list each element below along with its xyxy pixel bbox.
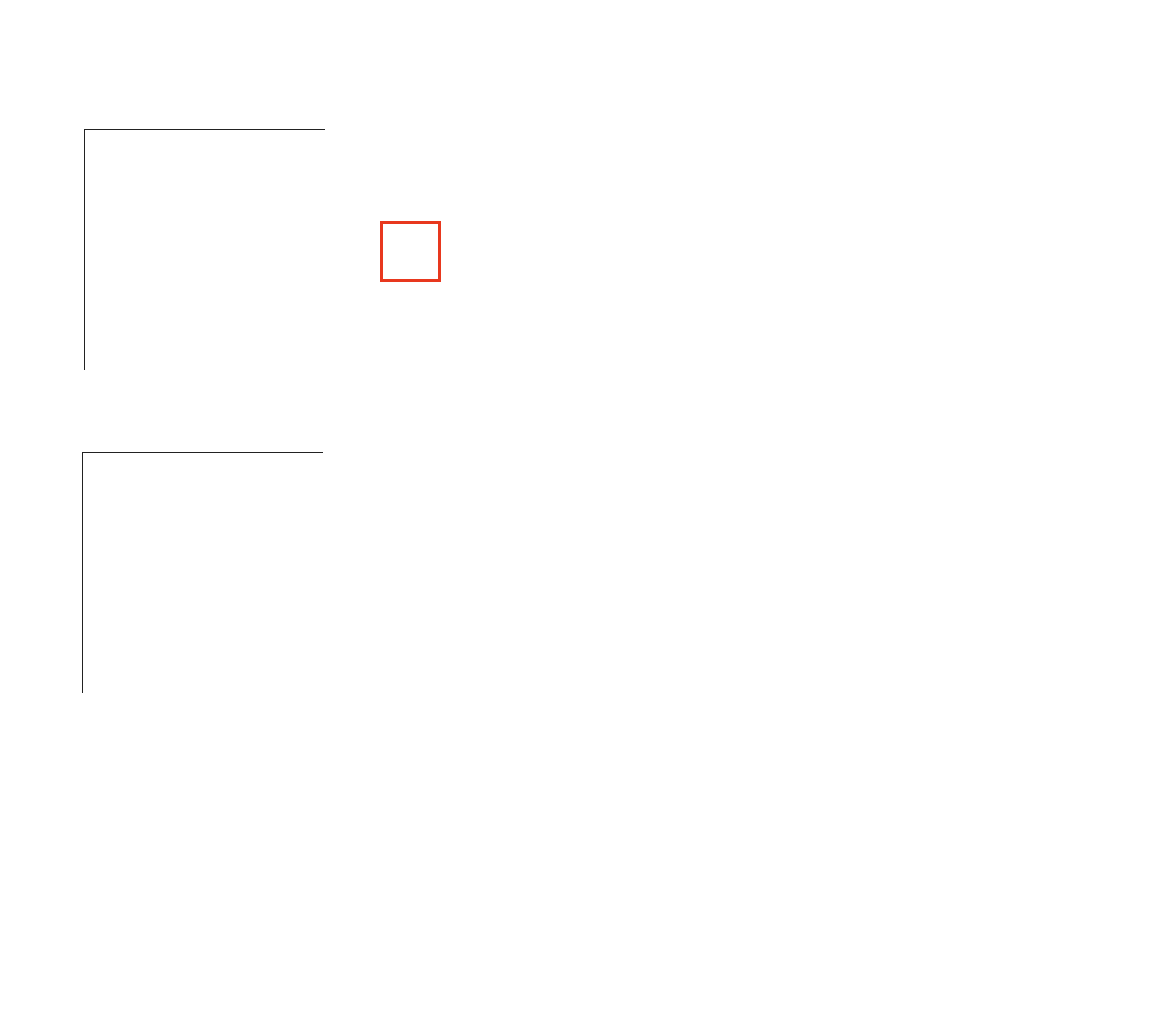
problem-statement — [34, 9, 1124, 37]
empty-grid-4x4 — [84, 129, 325, 370]
example-grid-4x4 — [82, 452, 323, 693]
line-segments-paragraph — [34, 387, 1124, 415]
stamp-square-icon — [380, 221, 441, 282]
